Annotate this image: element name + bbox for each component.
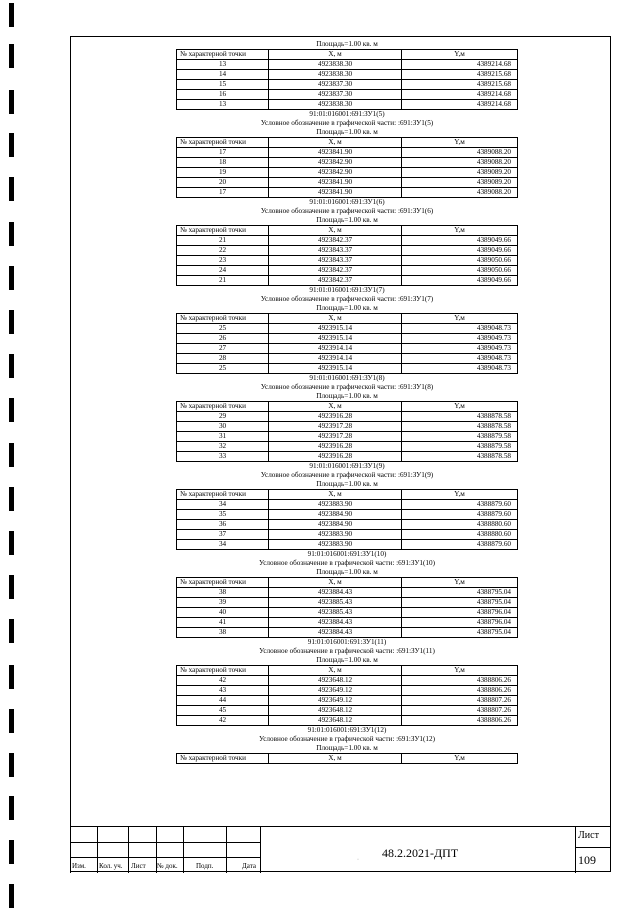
table-row: [177, 530, 518, 540]
sheet-label: Лист: [578, 830, 599, 841]
x-coordinate: 4923916.28: [269, 412, 402, 422]
table-row: [177, 324, 518, 334]
table-row: [177, 60, 518, 70]
binding-hole: [9, 354, 14, 378]
plot-area: Площадь=1.00 кв. м: [316, 304, 378, 312]
table-row: [177, 686, 518, 696]
y-coordinate: 4388807.26: [402, 706, 518, 716]
column-header-y: Y,м: [402, 226, 518, 236]
point-number: 23: [177, 256, 269, 266]
column-header-y: Y,м: [402, 50, 518, 60]
table-row: [177, 276, 518, 286]
coordinates-table: [176, 489, 518, 550]
y-coordinate: 4388880.60: [402, 520, 518, 530]
column-header-n: № характерной точки: [177, 754, 269, 764]
table-row: [177, 334, 518, 344]
binding-hole: [9, 3, 14, 27]
point-number: 16: [177, 90, 269, 100]
plot-area: Площадь=1.00 кв. м: [316, 216, 378, 224]
plot-area: Площадь=1.00 кв. м: [316, 480, 378, 488]
column-header-n: № характерной точки: [177, 402, 269, 412]
y-coordinate: 4388879.58: [402, 442, 518, 452]
point-number: 33: [177, 452, 269, 462]
column-header-y: Y,м: [402, 138, 518, 148]
binding-hole: [9, 310, 14, 334]
y-coordinate: 4389088.20: [402, 188, 518, 198]
point-number: 21: [177, 236, 269, 246]
sheet-number: 109: [578, 853, 596, 867]
x-coordinate: 4923837.30: [269, 90, 402, 100]
plot-area: Площадь=1.00 кв. м: [316, 568, 378, 576]
column-header-n: № характерной точки: [177, 490, 269, 500]
x-coordinate: 4923915.14: [269, 324, 402, 334]
plot-section: [176, 198, 518, 286]
scan-speck: ·: [357, 857, 359, 863]
point-number: 25: [177, 324, 269, 334]
column-header-n: № характерной точки: [177, 578, 269, 588]
point-number: 25: [177, 364, 269, 374]
plot-legend-note: Условное обозначение в графической части: :691:ЗУ1(6): [260, 207, 434, 215]
table-row: [177, 90, 518, 100]
table-row: [177, 618, 518, 628]
point-number: 44: [177, 696, 269, 706]
point-number: 42: [177, 676, 269, 686]
x-coordinate: 4923648.12: [269, 716, 402, 726]
x-coordinate: 4923915.14: [269, 364, 402, 374]
plot-cadastral-number: 91:01:016001:691:ЗУ1(12): [307, 726, 387, 734]
plot-legend-note: Условное обозначение в графической части: :691:ЗУ1(8): [260, 383, 434, 391]
x-coordinate: 4923842.37: [269, 276, 402, 286]
y-coordinate: 4389048.73: [402, 364, 518, 374]
table-header-row: [177, 50, 518, 60]
plot-cadastral-number: 91:01:016001:691:ЗУ1(6): [309, 198, 385, 206]
y-coordinate: 4389088.20: [402, 158, 518, 168]
plot-area: Площадь=1.00 кв. м: [316, 40, 378, 48]
binding-hole: [9, 90, 14, 114]
table-row: [177, 236, 518, 246]
y-coordinate: 4389049.73: [402, 344, 518, 354]
column-header-n: № характерной точки: [177, 666, 269, 676]
point-number: 17: [177, 188, 269, 198]
x-coordinate: 4923842.90: [269, 168, 402, 178]
binding-hole: [9, 222, 14, 246]
point-number: 37: [177, 530, 269, 540]
table-row: [177, 608, 518, 618]
x-coordinate: 4923838.30: [269, 60, 402, 70]
x-coordinate: 4923916.28: [269, 442, 402, 452]
binding-hole: [9, 44, 14, 68]
point-number: 29: [177, 412, 269, 422]
y-coordinate: 4388795.04: [402, 598, 518, 608]
point-number: 42: [177, 716, 269, 726]
y-coordinate: 4388878.58: [402, 422, 518, 432]
plot-cadastral-number: 91:01:016001:691:ЗУ1(5): [309, 110, 385, 118]
y-coordinate: 4389049.66: [402, 236, 518, 246]
point-number: 32: [177, 442, 269, 452]
y-coordinate: 4388879.60: [402, 540, 518, 550]
table-header-row: [177, 402, 518, 412]
stamp-col-podp: Подп.: [196, 862, 214, 870]
x-coordinate: 4923648.12: [269, 676, 402, 686]
x-coordinate: 4923885.43: [269, 608, 402, 618]
point-number: 18: [177, 158, 269, 168]
table-row: [177, 70, 518, 80]
y-coordinate: 4388795.04: [402, 628, 518, 638]
point-number: 34: [177, 540, 269, 550]
point-number: 21: [177, 276, 269, 286]
x-coordinate: 4923885.43: [269, 598, 402, 608]
table-row: [177, 696, 518, 706]
table-row: [177, 500, 518, 510]
y-coordinate: 4388796.04: [402, 618, 518, 628]
table-row: [177, 540, 518, 550]
x-coordinate: 4923841.90: [269, 178, 402, 188]
binding-hole: [9, 665, 14, 689]
point-number: 15: [177, 80, 269, 90]
coordinates-table: [176, 225, 518, 286]
y-coordinate: 4389050.66: [402, 256, 518, 266]
coordinates-table: [176, 49, 518, 110]
table-row: [177, 80, 518, 90]
point-number: 26: [177, 334, 269, 344]
y-coordinate: 4388796.04: [402, 608, 518, 618]
column-header-n: № характерной точки: [177, 138, 269, 148]
stamp-col-list: Лист: [131, 862, 146, 870]
point-number: 41: [177, 618, 269, 628]
table-row: [177, 510, 518, 520]
plot-legend-note: Условное обозначение в графической части: :691:ЗУ1(11): [259, 647, 435, 655]
column-header-y: Y,м: [402, 402, 518, 412]
x-coordinate: 4923648.12: [269, 706, 402, 716]
table-row: [177, 422, 518, 432]
x-coordinate: 4923884.43: [269, 618, 402, 628]
point-number: 38: [177, 588, 269, 598]
plot-section: [176, 40, 518, 110]
x-coordinate: 4923884.43: [269, 588, 402, 598]
y-coordinate: 4388807.26: [402, 696, 518, 706]
y-coordinate: 4388879.60: [402, 510, 518, 520]
column-header-x: X, м: [269, 314, 402, 324]
title-block: [70, 826, 611, 873]
plot-cadastral-number: 91:01:016001:691:ЗУ1(7): [309, 286, 385, 294]
table-row: [177, 354, 518, 364]
table-row: [177, 676, 518, 686]
table-row: [177, 148, 518, 158]
plot-cadastral-number: 91:01:016001:691:ЗУ1(11): [307, 638, 387, 646]
point-number: 43: [177, 686, 269, 696]
binding-hole: [9, 884, 14, 908]
y-coordinate: 4388806.26: [402, 686, 518, 696]
column-header-n: № характерной точки: [177, 50, 269, 60]
x-coordinate: 4923914.14: [269, 354, 402, 364]
x-coordinate: 4923884.43: [269, 628, 402, 638]
y-coordinate: 4388878.58: [402, 412, 518, 422]
x-coordinate: 4923838.30: [269, 70, 402, 80]
point-number: 36: [177, 520, 269, 530]
plot-cadastral-number: 91:01:016001:691:ЗУ1(8): [309, 374, 385, 382]
table-row: [177, 178, 518, 188]
point-number: 30: [177, 422, 269, 432]
column-header-y: Y,м: [402, 578, 518, 588]
binding-hole: [9, 796, 14, 820]
y-coordinate: 4389088.20: [402, 148, 518, 158]
plot-legend-note: Условное обозначение в графической части: :691:ЗУ1(9): [260, 471, 434, 479]
y-coordinate: 4388878.58: [402, 452, 518, 462]
column-header-n: № характерной точки: [177, 314, 269, 324]
x-coordinate: 4923883.90: [269, 500, 402, 510]
point-number: 35: [177, 510, 269, 520]
y-coordinate: 4389049.66: [402, 246, 518, 256]
coordinates-table: [176, 401, 518, 462]
x-coordinate: 4923842.90: [269, 158, 402, 168]
plot-section: [176, 638, 518, 726]
table-row: [177, 344, 518, 354]
table-row: [177, 520, 518, 530]
stamp-col-ndok: № док.: [157, 862, 178, 870]
coordinates-table: [176, 753, 518, 764]
x-coordinate: 4923843.37: [269, 256, 402, 266]
point-number: 28: [177, 354, 269, 364]
y-coordinate: 4389214.68: [402, 100, 518, 110]
y-coordinate: 4388795.04: [402, 588, 518, 598]
coordinates-table: [176, 577, 518, 638]
x-coordinate: 4923883.90: [269, 530, 402, 540]
table-header-row: [177, 666, 518, 676]
binding-hole: [9, 531, 14, 555]
table-row: [177, 100, 518, 110]
y-coordinate: 4388806.26: [402, 716, 518, 726]
plot-legend-note: Условное обозначение в графической части: :691:ЗУ1(12): [258, 735, 435, 743]
y-coordinate: 4389214.68: [402, 90, 518, 100]
binding-hole: [9, 840, 14, 864]
table-row: [177, 188, 518, 198]
y-coordinate: 4389049.73: [402, 334, 518, 344]
table-row: [177, 716, 518, 726]
binding-hole: [9, 177, 14, 201]
table-row: [177, 168, 518, 178]
column-header-x: X, м: [269, 754, 402, 764]
y-coordinate: 4389215.68: [402, 80, 518, 90]
plot-section: [176, 110, 518, 198]
column-header-y: Y,м: [402, 490, 518, 500]
table-header-row: [177, 138, 518, 148]
binding-hole: [9, 575, 14, 599]
y-coordinate: 4389089.20: [402, 178, 518, 188]
x-coordinate: 4923914.14: [269, 344, 402, 354]
column-header-y: Y,м: [402, 754, 518, 764]
y-coordinate: 4388879.60: [402, 500, 518, 510]
binding-hole: [9, 753, 14, 777]
point-number: 14: [177, 70, 269, 80]
y-coordinate: 4389050.66: [402, 266, 518, 276]
plot-section: [176, 726, 518, 764]
plot-section: [176, 374, 518, 462]
table-row: [177, 364, 518, 374]
x-coordinate: 4923649.12: [269, 686, 402, 696]
plot-legend-note: Условное обозначение в графической части: :691:ЗУ1(7): [260, 295, 434, 303]
column-header-x: X, м: [269, 490, 402, 500]
point-number: 13: [177, 60, 269, 70]
table-row: [177, 256, 518, 266]
column-header-x: X, м: [269, 578, 402, 588]
coordinates-table: [176, 313, 518, 374]
binding-hole: [9, 709, 14, 733]
y-coordinate: 4388880.60: [402, 530, 518, 540]
coordinates-table: [176, 137, 518, 198]
x-coordinate: 4923841.90: [269, 188, 402, 198]
point-number: 31: [177, 432, 269, 442]
y-coordinate: 4389215.68: [402, 70, 518, 80]
x-coordinate: 4923884.90: [269, 520, 402, 530]
x-coordinate: 4923917.28: [269, 422, 402, 432]
plot-legend-note: Условное обозначение в графической части: :691:ЗУ1(10): [258, 559, 435, 567]
binding-hole: [9, 487, 14, 511]
y-coordinate: 4388806.26: [402, 676, 518, 686]
x-coordinate: 4923843.37: [269, 246, 402, 256]
table-header-row: [177, 314, 518, 324]
table-row: [177, 598, 518, 608]
x-coordinate: 4923838.30: [269, 100, 402, 110]
plot-area: Площадь=1.00 кв. м: [316, 392, 378, 400]
x-coordinate: 4923837.30: [269, 80, 402, 90]
x-coordinate: 4923841.90: [269, 148, 402, 158]
binding-hole: [9, 133, 14, 157]
plot-section: [176, 286, 518, 374]
y-coordinate: 4388879.58: [402, 432, 518, 442]
x-coordinate: 4923883.90: [269, 540, 402, 550]
plot-legend-note: Условное обозначение в графической части: :691:ЗУ1(5): [260, 119, 434, 127]
x-coordinate: 4923917.28: [269, 432, 402, 442]
point-number: 40: [177, 608, 269, 618]
table-row: [177, 706, 518, 716]
table-row: [177, 442, 518, 452]
x-coordinate: 4923649.12: [269, 696, 402, 706]
x-coordinate: 4923915.14: [269, 334, 402, 344]
point-number: 24: [177, 266, 269, 276]
plot-section: [176, 550, 518, 638]
point-number: 19: [177, 168, 269, 178]
stamp-col-data: Дата: [242, 862, 256, 870]
stamp-col-kol: Кол. уч.: [99, 862, 123, 870]
point-number: 20: [177, 178, 269, 188]
binding-hole: [9, 443, 14, 467]
y-coordinate: 4389048.73: [402, 354, 518, 364]
table-row: [177, 266, 518, 276]
coordinates-document: [176, 40, 518, 764]
stamp-col-izm: Изм.: [72, 862, 86, 870]
point-number: 27: [177, 344, 269, 354]
plot-area: Площадь=1.00 кв. м: [316, 128, 378, 136]
x-coordinate: 4923842.37: [269, 236, 402, 246]
x-coordinate: 4923884.90: [269, 510, 402, 520]
table-row: [177, 452, 518, 462]
point-number: 13: [177, 100, 269, 110]
plot-section: [176, 462, 518, 550]
table-row: [177, 246, 518, 256]
column-header-x: X, м: [269, 50, 402, 60]
column-header-x: X, м: [269, 402, 402, 412]
y-coordinate: 4389049.66: [402, 276, 518, 286]
point-number: 34: [177, 500, 269, 510]
y-coordinate: 4389089.20: [402, 168, 518, 178]
table-header-row: [177, 226, 518, 236]
plot-cadastral-number: 91:01:016001:691:ЗУ1(10): [307, 550, 387, 558]
y-coordinate: 4389214.68: [402, 60, 518, 70]
point-number: 39: [177, 598, 269, 608]
table-row: [177, 588, 518, 598]
point-number: 45: [177, 706, 269, 716]
table-header-row: [177, 578, 518, 588]
table-row: [177, 158, 518, 168]
column-header-x: X, м: [269, 226, 402, 236]
table-row: [177, 628, 518, 638]
table-header-row: [177, 490, 518, 500]
column-header-x: X, м: [269, 666, 402, 676]
x-coordinate: 4923842.37: [269, 266, 402, 276]
x-coordinate: 4923916.28: [269, 452, 402, 462]
table-row: [177, 412, 518, 422]
y-coordinate: 4389048.73: [402, 324, 518, 334]
plot-area: Площадь=1.00 кв. м: [316, 744, 378, 752]
binding-hole: [9, 398, 14, 422]
point-number: 38: [177, 628, 269, 638]
point-number: 17: [177, 148, 269, 158]
coordinates-table: [176, 665, 518, 726]
column-header-y: Y,м: [402, 314, 518, 324]
table-row: [177, 432, 518, 442]
binding-hole: [9, 619, 14, 643]
plot-area: Площадь=1.00 кв. м: [316, 656, 378, 664]
column-header-x: X, м: [269, 138, 402, 148]
document-code: 48.2.2021-ДПТ: [382, 846, 459, 860]
table-header-row: [177, 754, 518, 764]
column-header-y: Y,м: [402, 666, 518, 676]
binding-hole: [9, 266, 14, 290]
plot-cadastral-number: 91:01:016001:691:ЗУ1(9): [309, 462, 385, 470]
point-number: 22: [177, 246, 269, 256]
column-header-n: № характерной точки: [177, 226, 269, 236]
